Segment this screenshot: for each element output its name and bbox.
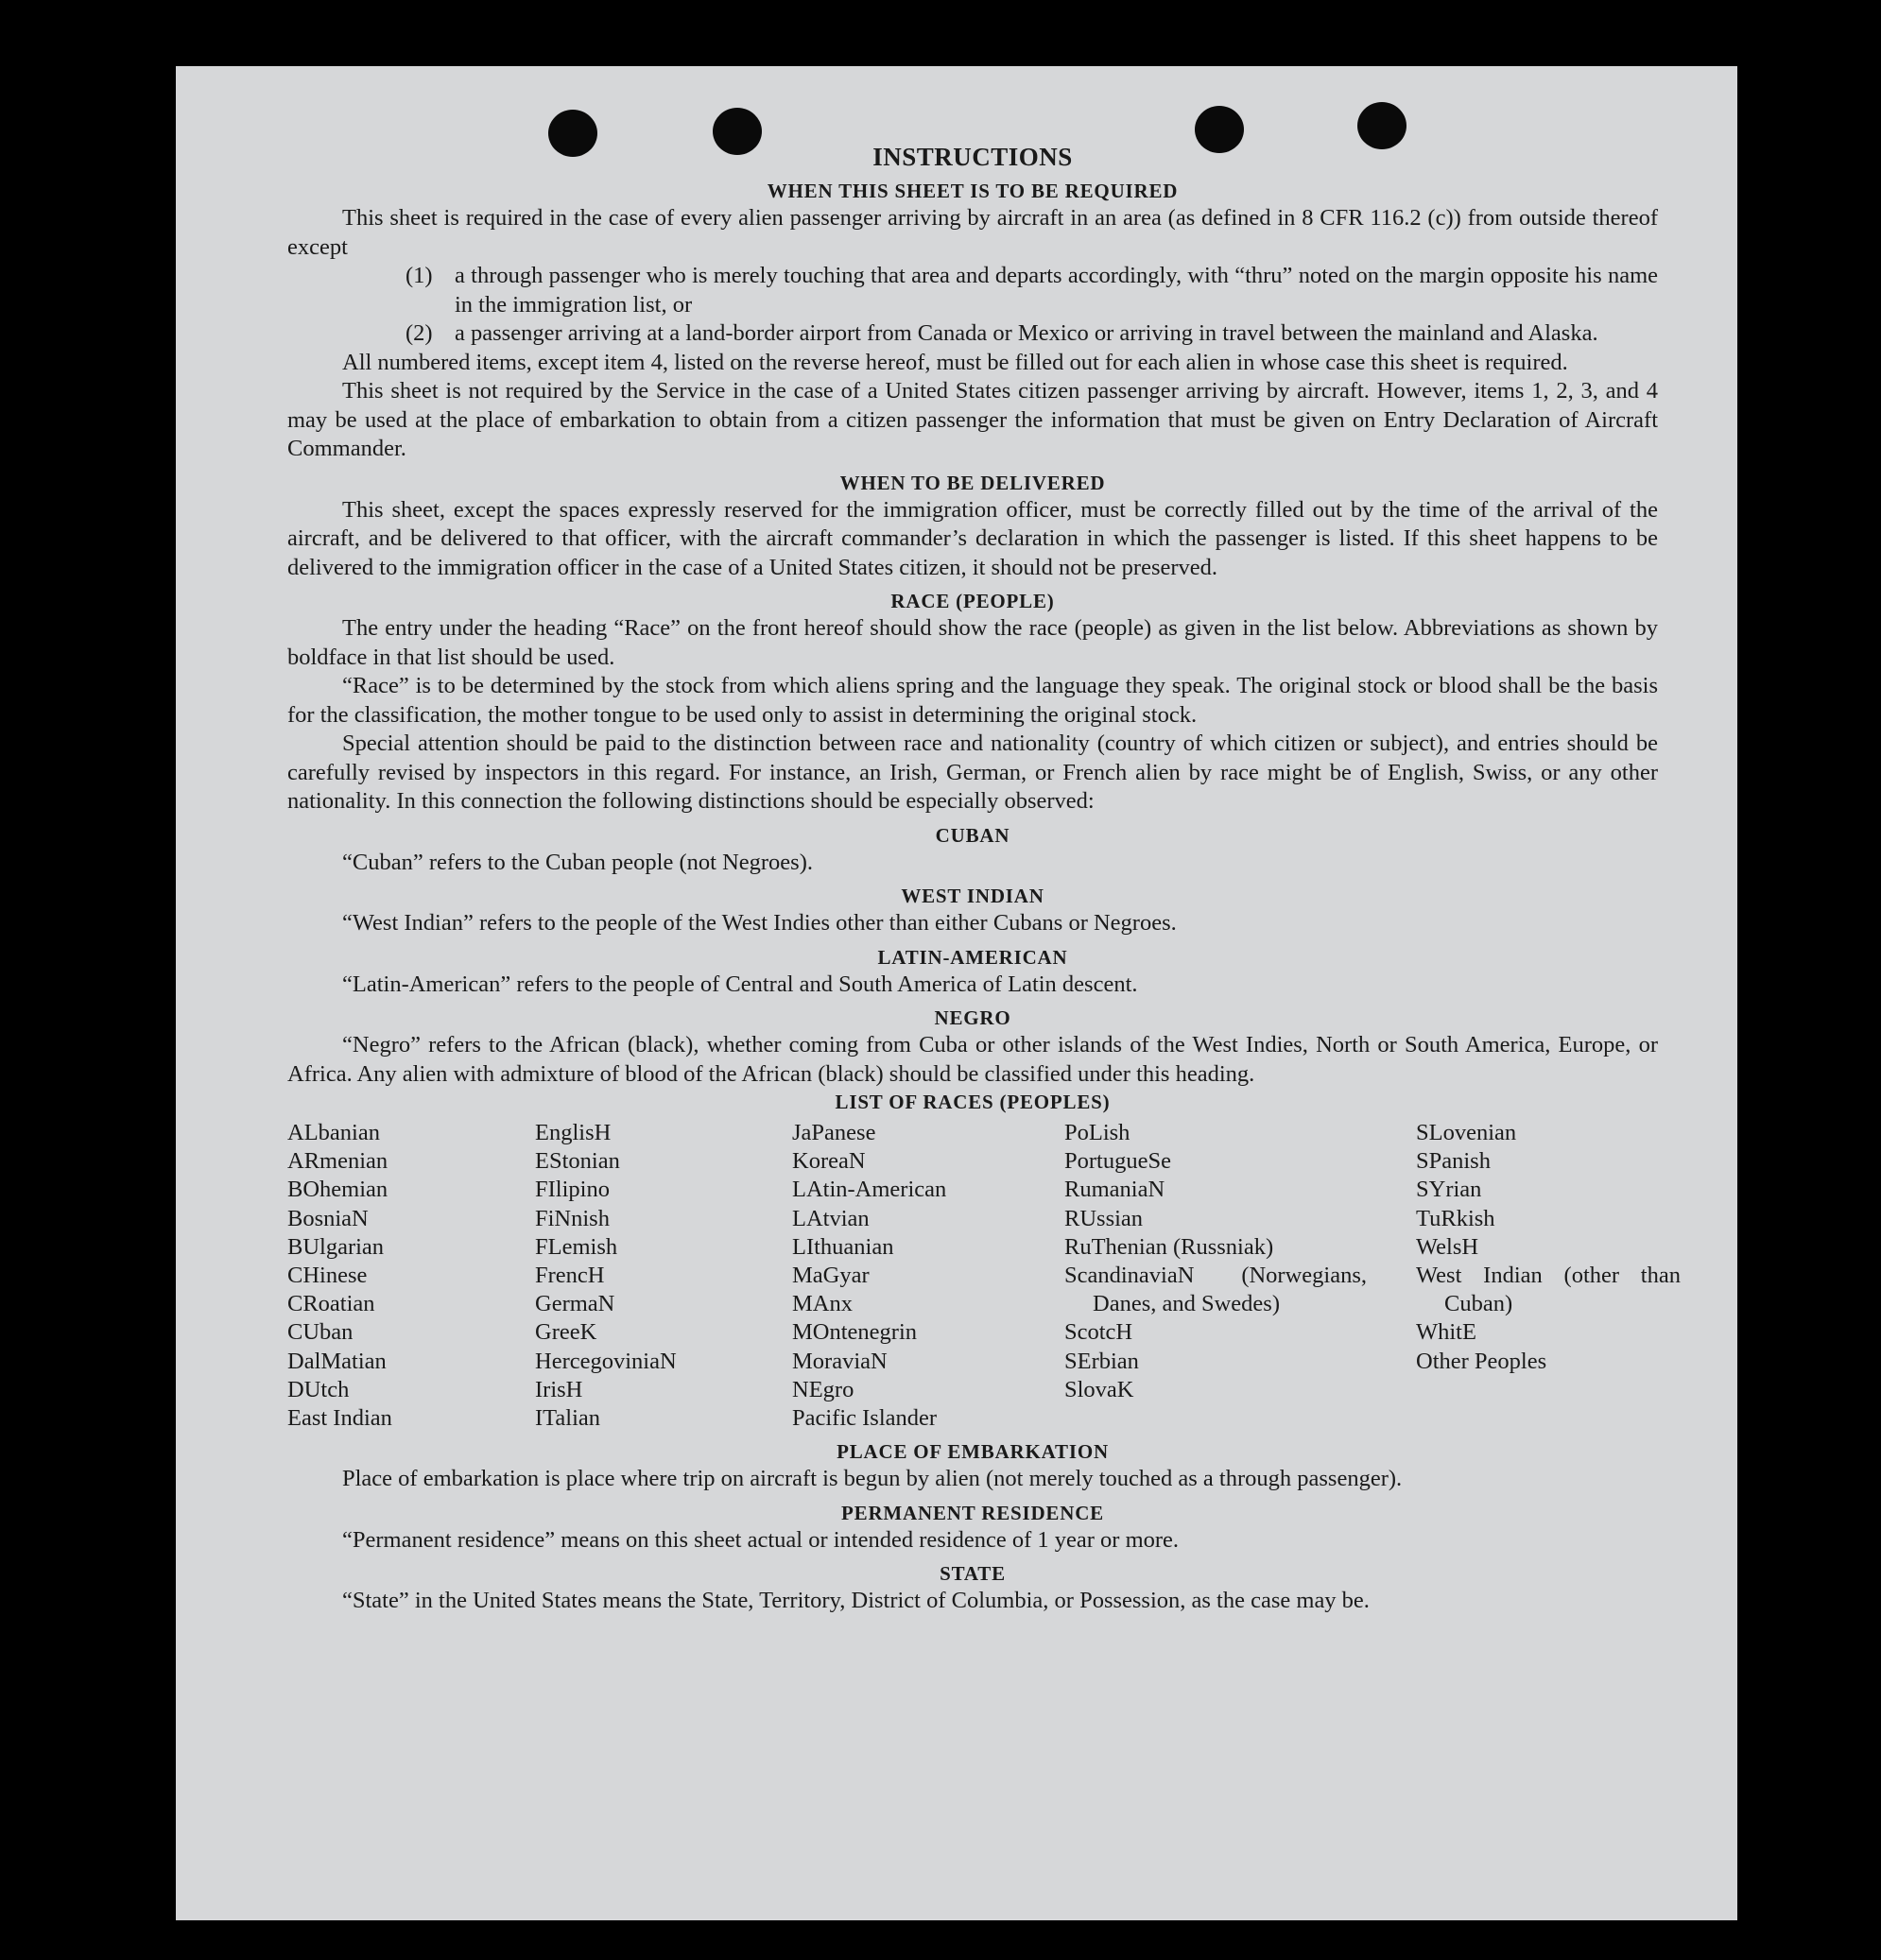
race-item: DalMatian (287, 1348, 387, 1374)
race-item: DUtch (287, 1376, 350, 1402)
item-text: a passenger arriving at a land-border airport from Canada or Mexico or arriving in travel between the mainland and Alaska. (455, 320, 1598, 346)
race-column-5 (1416, 1119, 1681, 1433)
section-heading-residence: PERMANENT RESIDENCE (841, 1501, 1104, 1524)
race-item: NEgro (792, 1376, 854, 1402)
race-item: LAtin-American (792, 1177, 947, 1203)
race-item: Pacific Islander (792, 1405, 938, 1432)
section-heading-list: LIST OF RACES (PEOPLES) (835, 1091, 1111, 1113)
race-item: ScandinaviaN (Norwegians, Danes, and Swedes) (1064, 1263, 1367, 1317)
section-heading-west-indian: WEST INDIAN (901, 885, 1044, 907)
section-heading-negro: NEGRO (934, 1006, 1011, 1029)
race-item: FiNnish (535, 1205, 610, 1231)
race-item: WelsH (1416, 1233, 1479, 1260)
race-item: PortugueSe (1064, 1148, 1171, 1175)
race-item: RuThenian (Russniak) (1064, 1233, 1274, 1260)
race-item: LIthuanian (792, 1233, 894, 1260)
race-item: PoLish (1064, 1120, 1130, 1145)
race-item: BosniaN (287, 1205, 369, 1231)
section-heading-embarkation: PLACE OF EMBARKATION (837, 1440, 1109, 1464)
race-item: MAnx (792, 1291, 853, 1317)
race-column-2 (535, 1119, 792, 1433)
race-column-3 (792, 1119, 1064, 1433)
west-indian-paragraph: “West Indian” refers to the people of the West Indies other than either Cubans or Negroes. (342, 910, 1177, 936)
race-item: ALbanian (287, 1120, 380, 1145)
race-item: SYrian (1416, 1177, 1482, 1203)
item-number: (2) (406, 320, 433, 346)
latin-american-paragraph: “Latin-American” refers to the people of Central and South America of Latin descent. (342, 971, 1138, 997)
required-paragraph: All numbered items, except item 4, listed on the reverse hereof, must be filled out for each alien in whose case this sheet is required. (342, 349, 1568, 375)
race-item: EStonian (535, 1148, 620, 1175)
race-column-1 (287, 1119, 535, 1433)
race-item: CUban (287, 1319, 354, 1346)
race-item: ITalian (535, 1405, 601, 1432)
race-paragraph: The entry under the heading “Race” on the front hereof should show the race (people) as given in the list below. Abbreviations as shown by boldface in that list should be used. (287, 615, 1658, 670)
race-item: Other Peoples (1416, 1348, 1547, 1374)
embarkation-paragraph: Place of embarkation is place where trip on aircraft is begun by alien (not merely touched as a through passenger). (342, 1466, 1403, 1492)
section-heading-latin-american: LATIN-AMERICAN (877, 945, 1068, 969)
race-item: SPanish (1416, 1148, 1491, 1175)
race-item: West Indian (other than Cuban) (1416, 1263, 1681, 1317)
race-item: CRoatian (287, 1291, 375, 1317)
numbered-item-2 (406, 319, 1658, 349)
page-title: INSTRUCTIONS (872, 143, 1073, 171)
race-item: JaPanese (792, 1120, 876, 1145)
race-item: GermaN (535, 1291, 615, 1317)
section-heading-state: STATE (940, 1562, 1006, 1586)
race-item: GreeK (535, 1319, 597, 1346)
race-column-4 (1064, 1119, 1416, 1433)
race-item: East Indian (287, 1405, 392, 1432)
required-intro: This sheet is required in the case of every alien passenger arriving by aircraft in an area (as defined in 8 CFR 116.2 (c)) from outside thereof except (287, 205, 1658, 260)
section-heading-delivered: WHEN TO BE DELIVERED (839, 471, 1106, 494)
race-item: CHinese (287, 1263, 368, 1289)
race-item: EnglisH (535, 1120, 612, 1145)
section-heading-required: WHEN THIS SHEET IS TO BE REQUIRED (767, 180, 1179, 202)
race-item: BUlgarian (287, 1233, 385, 1260)
race-item: FLemish (535, 1233, 618, 1260)
delivered-paragraph: This sheet, except the spaces expressly reserved for the immigration officer, must be correctly filled out by the time of the arrival of the aircraft, and be delivered to that officer, with the aircraft commander’s declaration in which the passenger is listed. If this sheet happens to be delivered to the immigration officer in the case of a United States citizen, it should not be preserved. (287, 496, 1658, 580)
race-item: LAtvian (792, 1205, 870, 1231)
race-item: WhitE (1416, 1319, 1476, 1346)
race-item: MOntenegrin (792, 1319, 917, 1346)
race-paragraph: “Race” is to be determined by the stock from which aliens spring and the language they speak. The original stock or blood shall be the basis for the classification, the mother tongue to be used only to assist in determining the original stock. (287, 673, 1658, 728)
document-page (176, 66, 1737, 1920)
race-item: FIlipino (535, 1177, 610, 1203)
instructions-content (287, 142, 1681, 1616)
race-item: ARmenian (287, 1148, 388, 1175)
section-heading-race: RACE (PEOPLE) (890, 590, 1055, 612)
state-paragraph: “State” in the United States means the State, Territory, District of Columbia, or Possession, as the case may be. (342, 1588, 1370, 1614)
race-item: MoraviaN (792, 1348, 888, 1374)
race-item: SLovenian (1416, 1120, 1517, 1145)
negro-paragraph: “Negro” refers to the African (black), whether coming from Cuba or other islands of the West Indies, North or South America, Europe, or Africa. Any alien with admixture of blood of the African (black) should be classified under this heading. (287, 1032, 1658, 1087)
race-item: KoreaN (792, 1148, 866, 1175)
numbered-item-1 (406, 262, 1658, 319)
item-text: a through passenger who is merely touching that area and departs accordingly, with “thru” noted on the margin opposite his name in the immigration list, or (455, 263, 1658, 318)
race-item: RUssian (1064, 1205, 1144, 1231)
race-item: TuRkish (1416, 1205, 1495, 1231)
race-item: SErbian (1064, 1348, 1139, 1374)
item-number: (1) (406, 263, 433, 288)
race-item: SlovaK (1064, 1376, 1134, 1402)
required-paragraph: This sheet is not required by the Service in the case of a United States citizen passenger arriving by aircraft. However, items 1, 2, 3, and 4 may be used at the place of embarkation to obtain from a citizen passenger the information that must be given on Entry Declaration of Aircraft Commander. (287, 378, 1658, 461)
section-heading-cuban: CUBAN (935, 823, 1010, 847)
race-item: MaGyar (792, 1263, 870, 1289)
race-list (287, 1119, 1681, 1433)
race-item: IrisH (535, 1376, 583, 1402)
race-item: RumaniaN (1064, 1177, 1165, 1203)
cuban-paragraph: “Cuban” refers to the Cuban people (not Negroes). (342, 849, 813, 875)
race-paragraph: Special attention should be paid to the distinction between race and nationality (country of which citizen or subject), and entries should be carefully revised by inspectors in this regard. For instance, an Irish, German, or French alien by race might be of English, Swiss, or any other nationality. In this connection the following distinctions should be especially observed: (287, 731, 1658, 814)
race-item: ScotcH (1064, 1319, 1133, 1346)
race-item: HercegoviniaN (535, 1348, 677, 1374)
race-item: BOhemian (287, 1177, 388, 1203)
residence-paragraph: “Permanent residence” means on this sheet actual or intended residence of 1 year or more. (342, 1526, 1180, 1553)
race-item: FrencH (535, 1263, 605, 1289)
